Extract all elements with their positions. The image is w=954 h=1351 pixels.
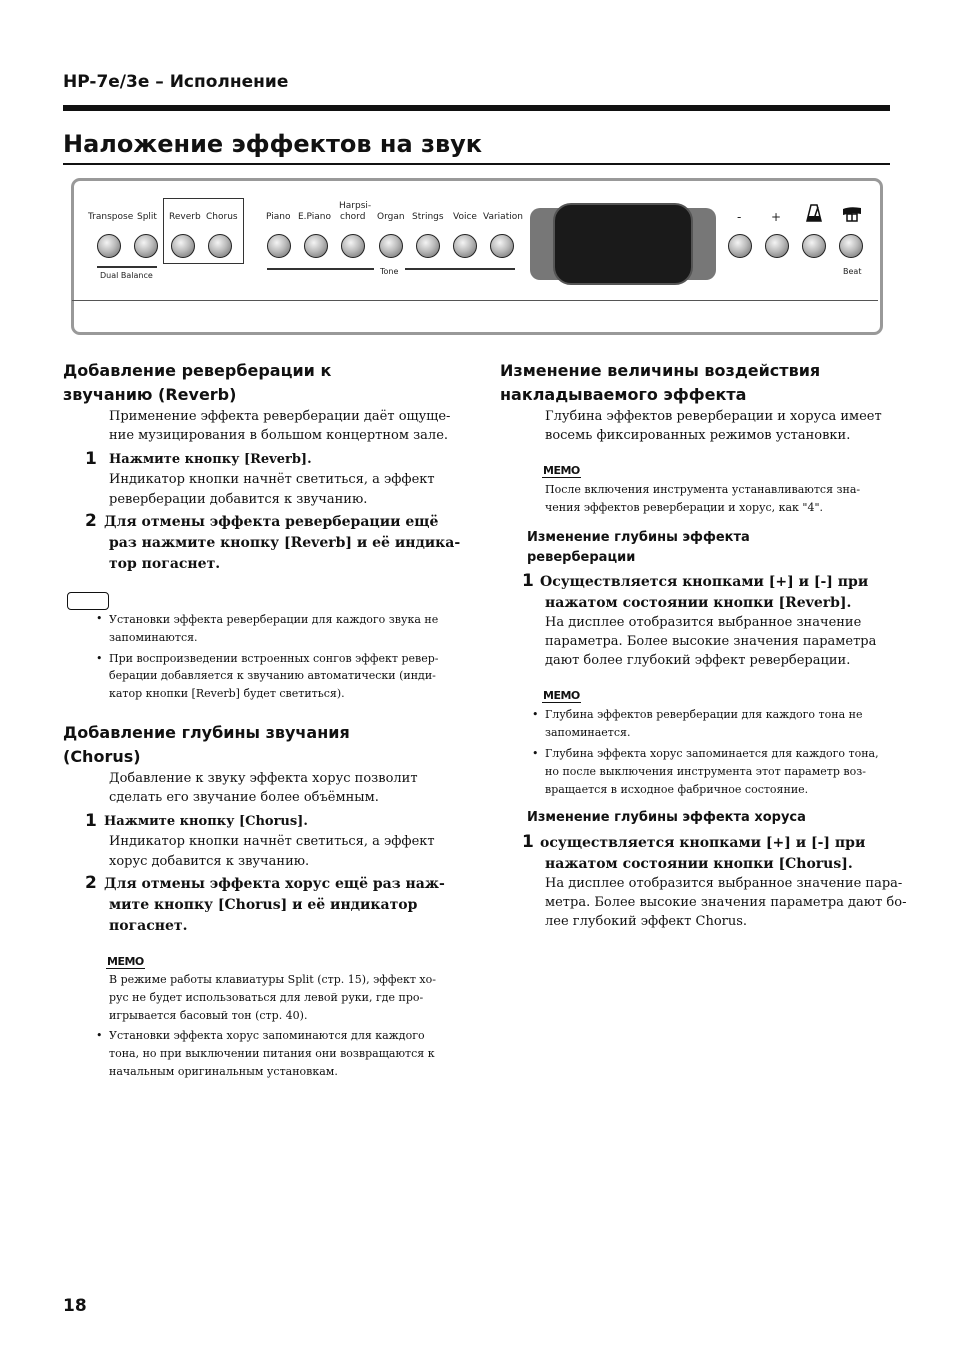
page-number: 18 [63, 1296, 87, 1316]
harpsichord-label-2: chord [340, 212, 366, 222]
reverb-step2-text-3: тор погаснет. [109, 556, 221, 572]
tone-line-right [405, 268, 515, 270]
split-button [134, 234, 158, 258]
strings-button [416, 234, 440, 258]
memo2-bullet1-line-2: запоминается. [545, 726, 631, 739]
reverb-depth-subheading-2: реверберации [527, 550, 636, 565]
reverb-depth-step-text-2: параметра. Более высокие значения параметра [545, 634, 877, 649]
reverb-depth-step-text-1: На дисплее отобразится выбранное значение [545, 615, 862, 630]
piano-button [267, 234, 291, 258]
beat-label: Beat [843, 267, 862, 276]
organ-label: Organ [377, 212, 405, 222]
depth-heading-line-1: Изменение величины воздействия [500, 361, 821, 380]
chorus-heading-line-1: Добавление глубины звучания [63, 723, 350, 742]
memo-bullet-line-2: тона, но при выключении питания они возвращаются к [109, 1047, 435, 1060]
plus-label: + [771, 210, 782, 224]
chorus-depth-step-title-1: осуществляется кнопками [+] и [-] при [540, 835, 866, 851]
reverb-step1-text-1: Индикатор кнопки начнёт светиться, а эффект [109, 472, 435, 487]
reverb-step1-number: 1 [85, 449, 97, 469]
depth-intro-line-2: восемь фиксированных режимов установки. [545, 428, 851, 443]
chorus-step1-text-2: хорус добавится к звучанию. [109, 854, 310, 869]
minus-button [728, 234, 752, 258]
reverb-button [171, 234, 195, 258]
bullet: • [532, 747, 539, 760]
dual-balance-line [97, 266, 157, 268]
reverb-step2-text-1: Для отмены эффекта реверберации ещё [104, 514, 439, 530]
epiano-button [304, 234, 328, 258]
chorus-step2-text-1: Для отмены эффекта хорус ещё раз наж- [104, 876, 445, 892]
memo-bullet-line-1: Установки эффекта хорус запоминаются для каждого [109, 1029, 425, 1042]
memo-text-line-2: рус не будет использоваться для левой руки, где про- [109, 991, 424, 1004]
chorus-step1-number: 1 [85, 811, 97, 831]
chorus-step2-number: 2 [85, 873, 97, 893]
memo-icon: MEMO [107, 955, 144, 968]
bullet: • [96, 1029, 103, 1042]
minus-label: - [737, 210, 742, 224]
chorus-depth-step-number: 1 [522, 832, 534, 852]
memo2-bullet2-line-1: Глубина эффекта хорус запоминается для каждого тона, [545, 747, 879, 760]
chorus-step1-title: Нажмите кнопку [Chorus]. [104, 814, 308, 829]
reverb-label: Reverb [169, 212, 201, 222]
metronome-button [802, 234, 826, 258]
chorus-button [208, 234, 232, 258]
piano-label: Piano [266, 212, 291, 222]
tone-line-left [267, 268, 374, 270]
reverb-depth-subheading-1: Изменение глубины эффекта [527, 530, 750, 545]
display-screen [553, 203, 693, 285]
reverb-step1-title: Нажмите кнопку [Reverb]. [109, 452, 312, 467]
beat-button [839, 234, 863, 258]
page-title: Наложение эффектов на звук [63, 130, 483, 158]
chorus-depth-step-text-1: На дисплее отобразится выбранное значение пара- [545, 876, 903, 891]
note1-bullet2-line-1: При воспроизведении встроенных сонгов эффект ревер- [109, 652, 439, 665]
reverb-depth-step-title-1: Осуществляется кнопками [+] и [-] при [540, 574, 869, 590]
reverb-depth-step-number: 1 [522, 571, 534, 591]
note1-bullet1-line-2: запоминаются. [109, 631, 198, 644]
memo-bullet-line-3: начальным оригинальным установкам. [109, 1065, 338, 1078]
note1-bullet2-line-2: берации добавляется к звучанию автоматически (инди- [109, 669, 436, 682]
memo1-text-line-1: После включения инструмента устанавливаются зна- [545, 483, 861, 496]
harpsichord-label-1: Harpsi- [339, 201, 372, 211]
transpose-button [97, 234, 121, 258]
chorus-heading-line-2: (Chorus) [63, 747, 141, 766]
memo2-bullet2-line-2: но после выключения инструмента этот параметр воз- [545, 765, 866, 778]
depth-heading-line-2: накладываемого эффекта [500, 385, 747, 404]
reverb-heading-line-1: Добавление реверберации к [63, 361, 332, 380]
bullet: • [96, 612, 103, 625]
reverb-step2-number: 2 [85, 511, 97, 531]
memo-icon: MEMO [543, 464, 580, 477]
chorus-step2-text-3: погаснет. [109, 918, 188, 934]
chorus-label: Chorus [206, 212, 238, 222]
chorus-depth-step-text-3: лее глубокий эффект Chorus. [545, 914, 748, 929]
chorus-depth-step-title-2: нажатом состоянии кнопки [Chorus]. [545, 856, 853, 872]
header-title: HP-7e/3e – Исполнение [63, 72, 289, 92]
voice-label: Voice [453, 212, 477, 222]
tone-label: Tone [380, 267, 399, 276]
title-rule [63, 163, 890, 165]
memo1-text-line-2: чения эффектов реверберации и хорус, как "4". [545, 501, 824, 514]
note1-bullet2-line-3: катор кнопки [Reverb] будет светиться). [109, 687, 345, 700]
depth-intro-line-1: Глубина эффектов реверберации и хоруса имеет [545, 409, 882, 424]
metronome-icon [806, 204, 822, 222]
header-rule [63, 105, 890, 111]
variation-button [490, 234, 514, 258]
split-label: Split [137, 212, 157, 222]
chorus-intro-line-2: сделать его звучание более объёмным. [109, 790, 379, 805]
memo-text-line-1: В режиме работы клавиатуры Split (стр. 15), эффект хо- [109, 973, 436, 986]
reverb-depth-step-text-3: дают более глубокий эффект реверберации. [545, 653, 851, 668]
reverb-depth-step-title-2: нажатом состоянии кнопки [Reverb]. [545, 595, 852, 611]
reverb-step1-text-2: реверберации добавится к звучанию. [109, 492, 368, 507]
reverb-step2-text-2: раз нажмите кнопку [Reverb] и её индика- [109, 535, 461, 551]
bullet: • [96, 652, 103, 665]
reverb-heading-line-2: звучанию (Reverb) [63, 385, 237, 404]
variation-label: Variation [483, 212, 523, 222]
bullet: • [532, 708, 539, 721]
dual-balance-label: Dual Balance [100, 271, 153, 280]
chorus-step2-text-2: мите кнопку [Chorus] и её индикатор [109, 897, 418, 913]
memo-icon: MEMO [543, 689, 580, 702]
transpose-label: Transpose [88, 212, 134, 222]
voice-button [453, 234, 477, 258]
reverb-intro-line-2: ние музицирования в большом концертном зале. [109, 428, 449, 443]
panel-divider [72, 300, 878, 301]
memo2-bullet1-line-1: Глубина эффектов реверберации для каждого тона не [545, 708, 863, 721]
memo2-bullet2-line-3: вращается в исходное фабричное состояние. [545, 783, 809, 796]
strings-label: Strings [412, 212, 444, 222]
memo-text-line-3: игрывается басовый тон (стр. 40). [109, 1009, 308, 1022]
harpsichord-button [341, 234, 365, 258]
chorus-step1-text-1: Индикатор кнопки начнёт светиться, а эффект [109, 834, 435, 849]
beat-icon [842, 206, 862, 222]
chorus-depth-subheading: Изменение глубины эффекта хоруса [527, 810, 806, 825]
plus-button [765, 234, 789, 258]
epiano-label: E.Piano [298, 212, 332, 222]
note-box [67, 592, 109, 610]
chorus-depth-step-text-2: метра. Более высокие значения параметра дают бо- [545, 895, 907, 910]
reverb-intro-line-1: Применение эффекта реверберации даёт ощуще- [109, 409, 451, 424]
organ-button [379, 234, 403, 258]
note1-bullet1-line-1: Установки эффекта реверберации для каждого звука не [109, 613, 439, 626]
chorus-intro-line-1: Добавление к звуку эффекта хорус позволит [109, 771, 418, 786]
